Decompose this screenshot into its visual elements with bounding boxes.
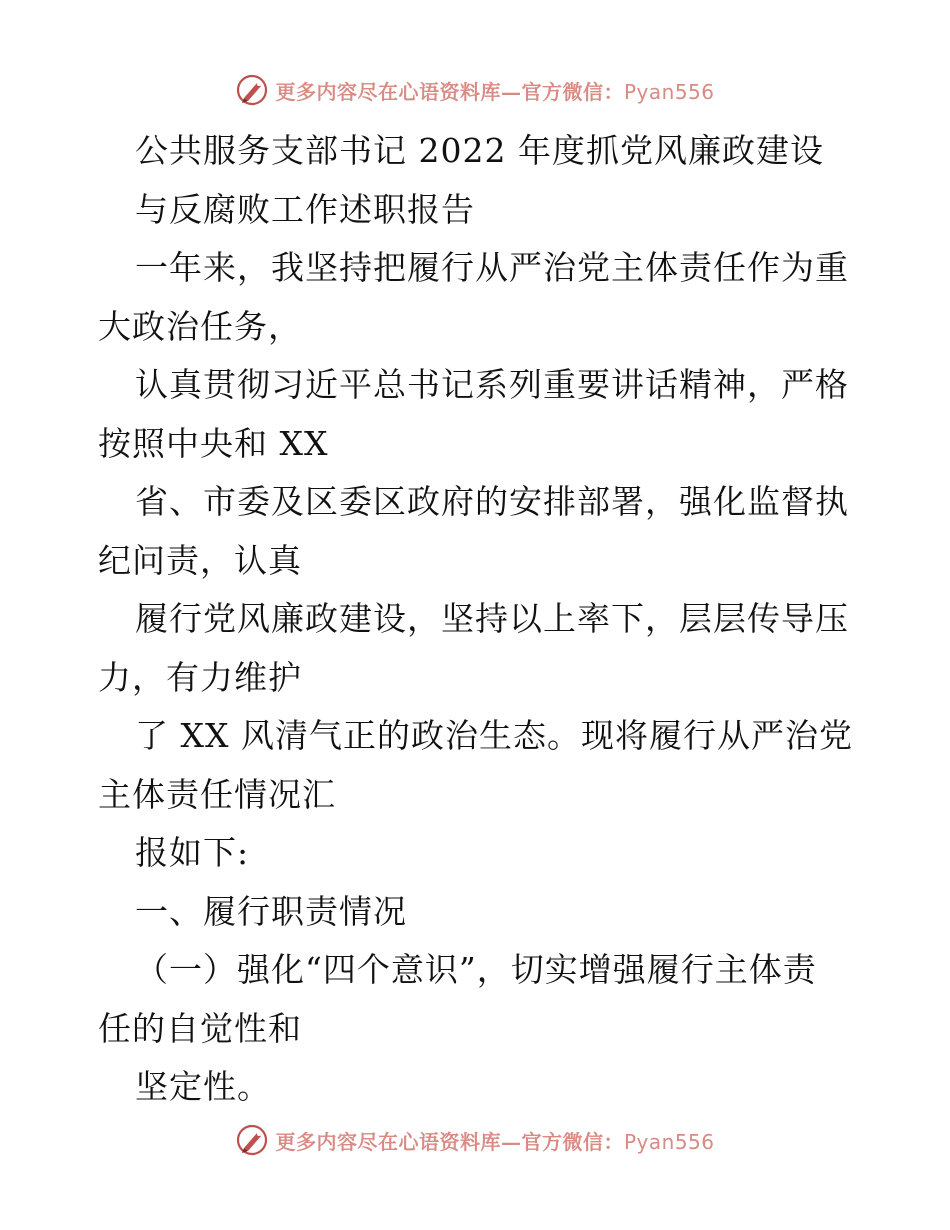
pen-logo-icon (235, 73, 269, 107)
paragraph-line: 坚定性。 (135, 1067, 271, 1106)
paragraph-line: 了 XX 风清气正的政治生态。现将履行从严治党 (135, 716, 853, 755)
document-title-line: 公共服务支部书记 2022 年度抓党风廉政建设 (135, 131, 824, 170)
paragraph-line: 大政治任务， (98, 306, 302, 346)
watermark-text: 更多内容尽在心语资料库—官方微信：Pyan556 (275, 1129, 715, 1154)
header-watermark (0, 70, 950, 110)
paragraph-line: （一）强化“四个意识”，切实增强履行主体责 (135, 950, 817, 989)
paragraph-line: 一年来，我坚持把履行从严治党主体责任作为重 (135, 248, 849, 287)
paragraph-line: 主体责任情况汇 (98, 774, 336, 814)
document-title-line: 与反腐败工作述职报告 (135, 189, 475, 229)
paragraph-line: 力，有力维护 (98, 657, 302, 697)
paragraph-line: 认真贯彻习近平总书记系列重要讲话精神，严格 (135, 365, 849, 404)
paragraph-line: 省、市委及区委区政府的安排部署，强化监督执 (135, 482, 849, 521)
watermark-text: 更多内容尽在心语资料库—官方微信：Pyan556 (275, 79, 715, 104)
paragraph-line: 按照中央和 XX (98, 423, 329, 463)
paragraph-line: 纪问责，认真 (98, 540, 302, 580)
pen-logo-icon (235, 1123, 269, 1157)
footer-watermark (0, 1120, 950, 1160)
paragraph-line: 一、履行职责情况 (135, 891, 407, 931)
paragraph-line: 任的自觉性和 (98, 1008, 302, 1048)
paragraph-line: 履行党风廉政建设，坚持以上率下，层层传导压 (135, 599, 849, 638)
document-body (98, 122, 858, 1117)
paragraph-line: 报如下: (135, 833, 250, 872)
